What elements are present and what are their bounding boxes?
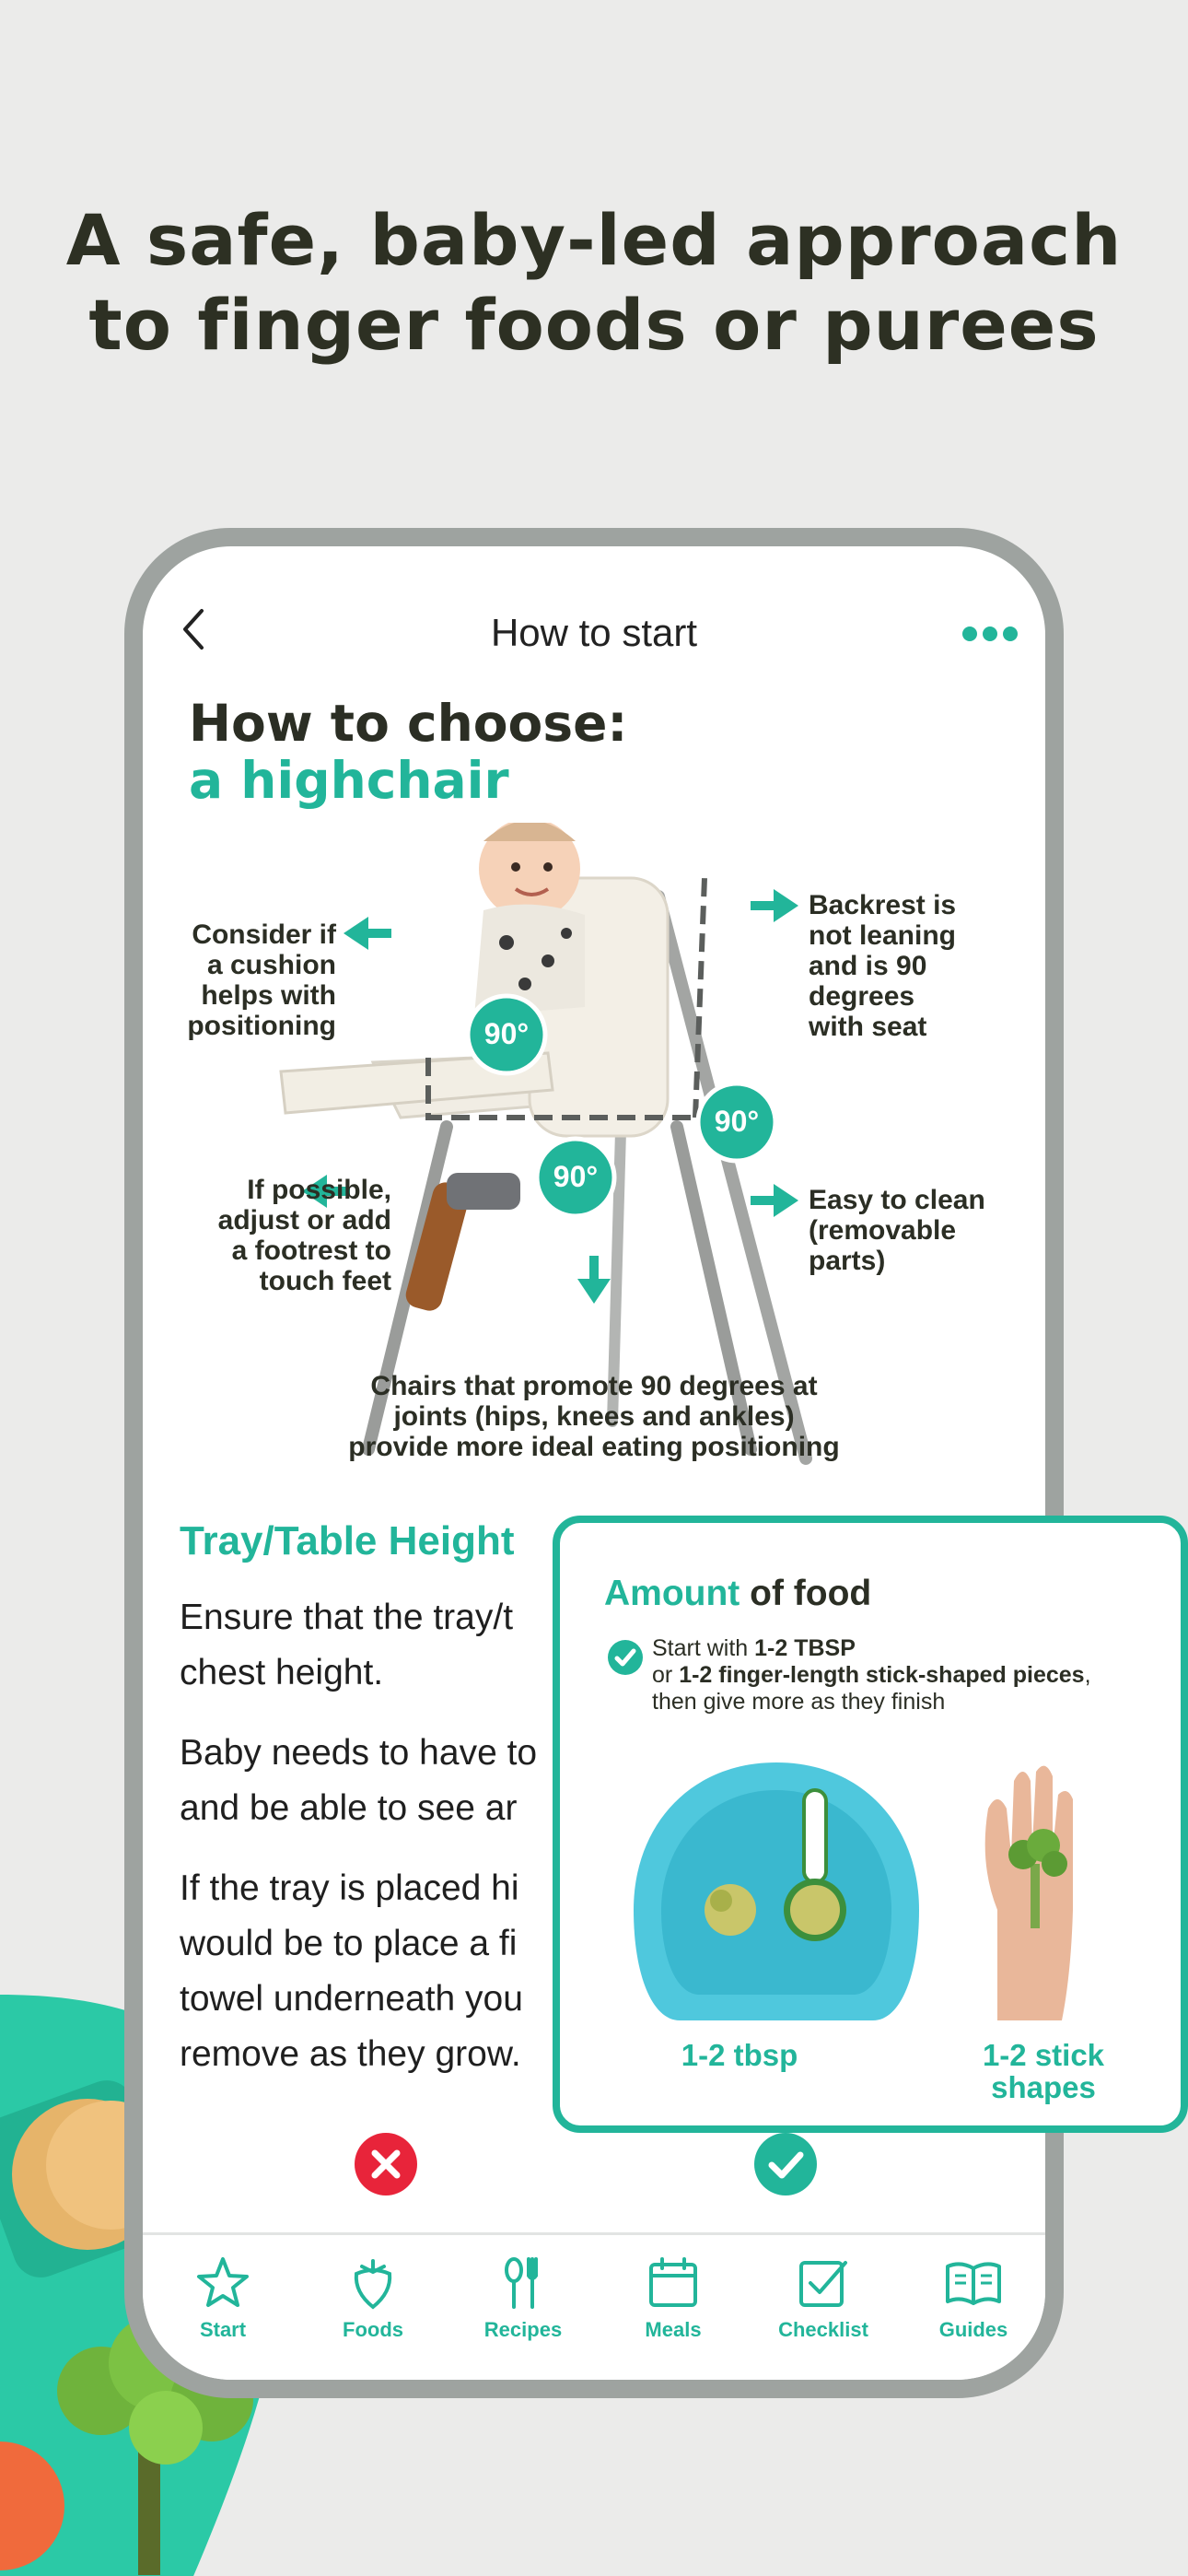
amount-of-food-card	[553, 1516, 1188, 2133]
tab-recipes[interactable]	[459, 2254, 588, 2364]
tab-label-meals: Meals	[645, 2318, 702, 2341]
utensils-icon	[494, 2254, 553, 2313]
calendar-icon	[644, 2254, 703, 2313]
caption-stick-shapes: 1-2 stick shapes	[982, 2038, 1105, 2104]
card-title: Amount of food	[604, 1574, 872, 1613]
book-icon	[944, 2254, 1003, 2313]
plate-with-spoon-image	[624, 1753, 928, 2030]
tab-foods[interactable]	[309, 2254, 437, 2364]
strawberry-icon	[344, 2254, 402, 2313]
card-instructions: Start with 1-2 TBSP or 1-2 finger-length stick-shaped pieces, then give more as they finish	[652, 1635, 1091, 1715]
page-title: How to start	[490, 611, 698, 654]
label-footrest: If possible, adjust or add a footrest to touch feet	[217, 1175, 391, 1296]
angle-badge-3: 90°	[553, 1160, 599, 1193]
tab-label-foods: Foods	[343, 2318, 403, 2341]
section-title: Tray/Table Height	[180, 1518, 515, 1563]
tab-label-guides: Guides	[938, 2318, 1008, 2341]
marketing-headline	[0, 198, 1188, 368]
label-backrest: Backrest is not leaning and is 90 degrees with seat	[809, 890, 957, 1042]
check-circle-icon	[752, 2131, 819, 2197]
hand-with-broccoli-image	[970, 1753, 1099, 2030]
highchair-infographic	[143, 823, 1045, 1486]
tab-label-checklist: Checklist	[778, 2318, 868, 2341]
headline-line-2: to finger foods or purees	[88, 284, 1100, 366]
angle-badge-2: 90°	[714, 1105, 760, 1138]
tab-checklist[interactable]	[759, 2254, 888, 2364]
tab-guides[interactable]	[909, 2254, 1038, 2364]
close-circle-icon	[353, 2131, 419, 2197]
dislike-button[interactable]	[353, 2131, 419, 2197]
angle-badge-1: 90°	[483, 1017, 530, 1050]
like-button[interactable]	[752, 2131, 819, 2197]
star-icon	[193, 2254, 252, 2313]
infographic-subtitle: a highchair	[189, 751, 509, 810]
paragraph-3: If the tray is placed hi would be to place a fi towel underneath you remove as they grow.	[180, 1868, 523, 2074]
check-circle-icon	[606, 1638, 645, 1677]
caption-tbsp: 1-2 tbsp	[681, 2038, 798, 2072]
label-cushion: Consider if a cushion helps with positioning	[187, 919, 336, 1041]
paragraph-2: Baby needs to have to and be able to see ar	[180, 1733, 538, 1828]
more-dots-icon[interactable]	[961, 624, 1019, 644]
paragraph-1: Ensure that the tray/t chest height.	[180, 1598, 514, 1692]
tab-start[interactable]	[158, 2254, 287, 2364]
tab-meals[interactable]	[609, 2254, 738, 2364]
checklist-icon	[794, 2254, 853, 2313]
top-navigation-bar	[143, 546, 1045, 694]
tab-label-recipes: Recipes	[483, 2318, 563, 2341]
label-easy-clean: Easy to clean (removable parts)	[809, 1185, 985, 1276]
label-ninety-degrees: Chairs that promote 90 degrees at joints (hips, knees and ankles) provide more ideal eating positioning	[348, 1371, 840, 1462]
infographic-title: How to choose:	[189, 694, 628, 753]
tab-label-start: Start	[199, 2318, 247, 2341]
bottom-tab-bar	[143, 2232, 1045, 2380]
headline-line-1: A safe, baby-led approach	[65, 199, 1123, 281]
